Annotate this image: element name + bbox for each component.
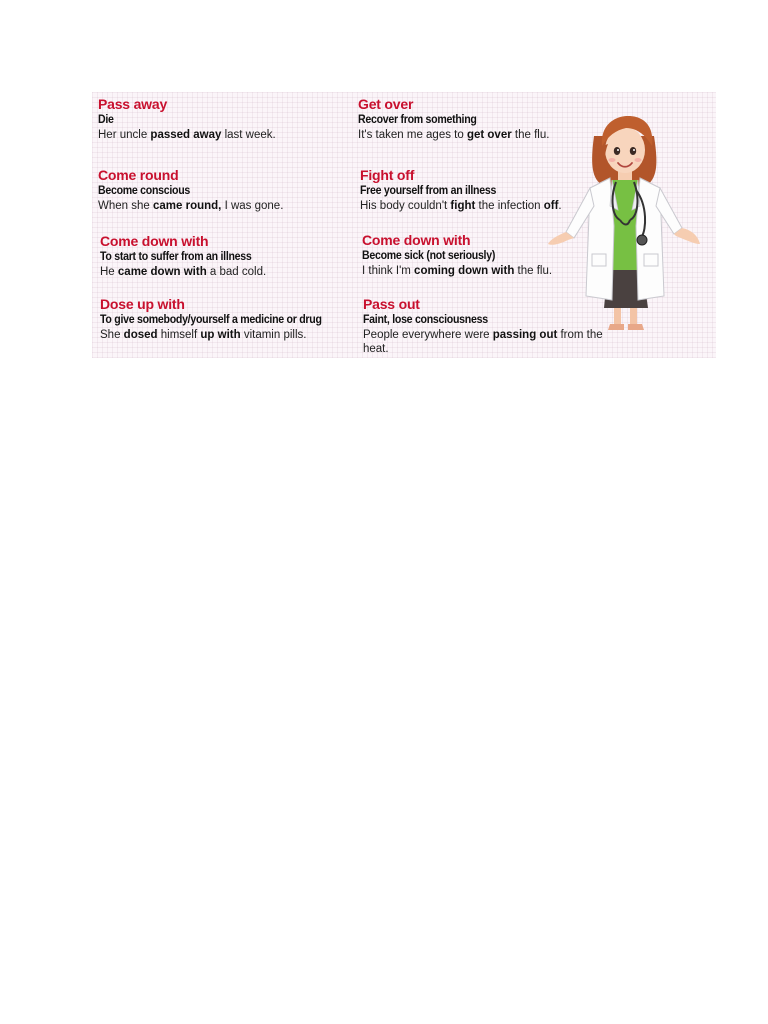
example-text: She [100,329,124,341]
entry-example [358,128,558,142]
example-text: the flu. [514,265,553,277]
example-text: It's taken me ages to [358,129,467,141]
entry-meaning: Become sick (not seriously) [362,250,496,262]
entry-meaning: To start to suffer from an illness [100,251,252,263]
entry-example [363,328,615,356]
entry-fight-off [360,167,570,213]
example-phrase-bold: get over [466,129,512,141]
entry-example [360,199,570,213]
entry-meaning: Faint, lose consciousness [363,314,488,326]
example-phrase-bold: passed away [150,129,222,141]
entry-heading: Pass away [98,96,168,112]
entry-come-down-with-1 [100,233,350,279]
example-text: from the heat. [363,329,603,355]
example-phrase-bold: dosed [123,329,158,341]
entry-come-round [98,167,348,213]
entry-meaning: Die [98,114,114,126]
entry-meaning: Become conscious [98,185,191,197]
entry-heading: Get over [358,96,414,112]
example-phrase-bold: coming down with [414,265,515,277]
example-text: vitamin pills. [240,329,307,341]
example-text: Her uncle [98,129,151,141]
entry-example [100,265,350,279]
entry-come-down-with-2 [362,232,572,278]
example-text: the infection [475,200,544,212]
example-text: a bad cold. [206,266,267,278]
doctor-icon [543,106,702,332]
example-phrase-bold: came down with [117,266,207,278]
example-text: People everywhere were [363,329,493,341]
example-text: the flu. [511,129,550,141]
example-phrase-bold: passing out [492,329,558,341]
entry-dose-up-with [100,296,355,342]
example-phrase-bold: fight [450,200,476,212]
entry-example [100,328,355,342]
example-text: His body couldn't [360,200,451,212]
entry-pass-away [98,96,348,142]
entry-example [98,199,348,213]
entry-heading: Come down with [100,233,209,249]
entry-meaning: To give somebody/yourself a medicine or drug [100,314,322,326]
entry-heading: Come down with [362,232,471,248]
example-phrase-bold: came round, [152,200,222,212]
entry-example [362,264,572,278]
phrasal-verbs-card [92,92,716,358]
example-text: When she [98,200,153,212]
example-phrase-bold: up with [200,329,241,341]
example-text: I think I'm [362,265,415,277]
entry-meaning: Free yourself from an illness [360,185,497,197]
example-text: last week. [221,129,276,141]
entry-example [98,128,348,142]
entry-heading: Come round [98,167,179,183]
example-text: himself [157,329,201,341]
example-text: I was gone. [221,200,284,212]
example-text: . [558,200,562,212]
example-phrase-bold: off [543,200,559,212]
entry-get-over [358,96,558,142]
entry-heading: Dose up with [100,296,185,312]
entry-heading: Pass out [363,296,420,312]
entry-heading: Fight off [360,167,415,183]
entry-meaning: Recover from something [358,114,477,126]
example-text: He [100,266,118,278]
